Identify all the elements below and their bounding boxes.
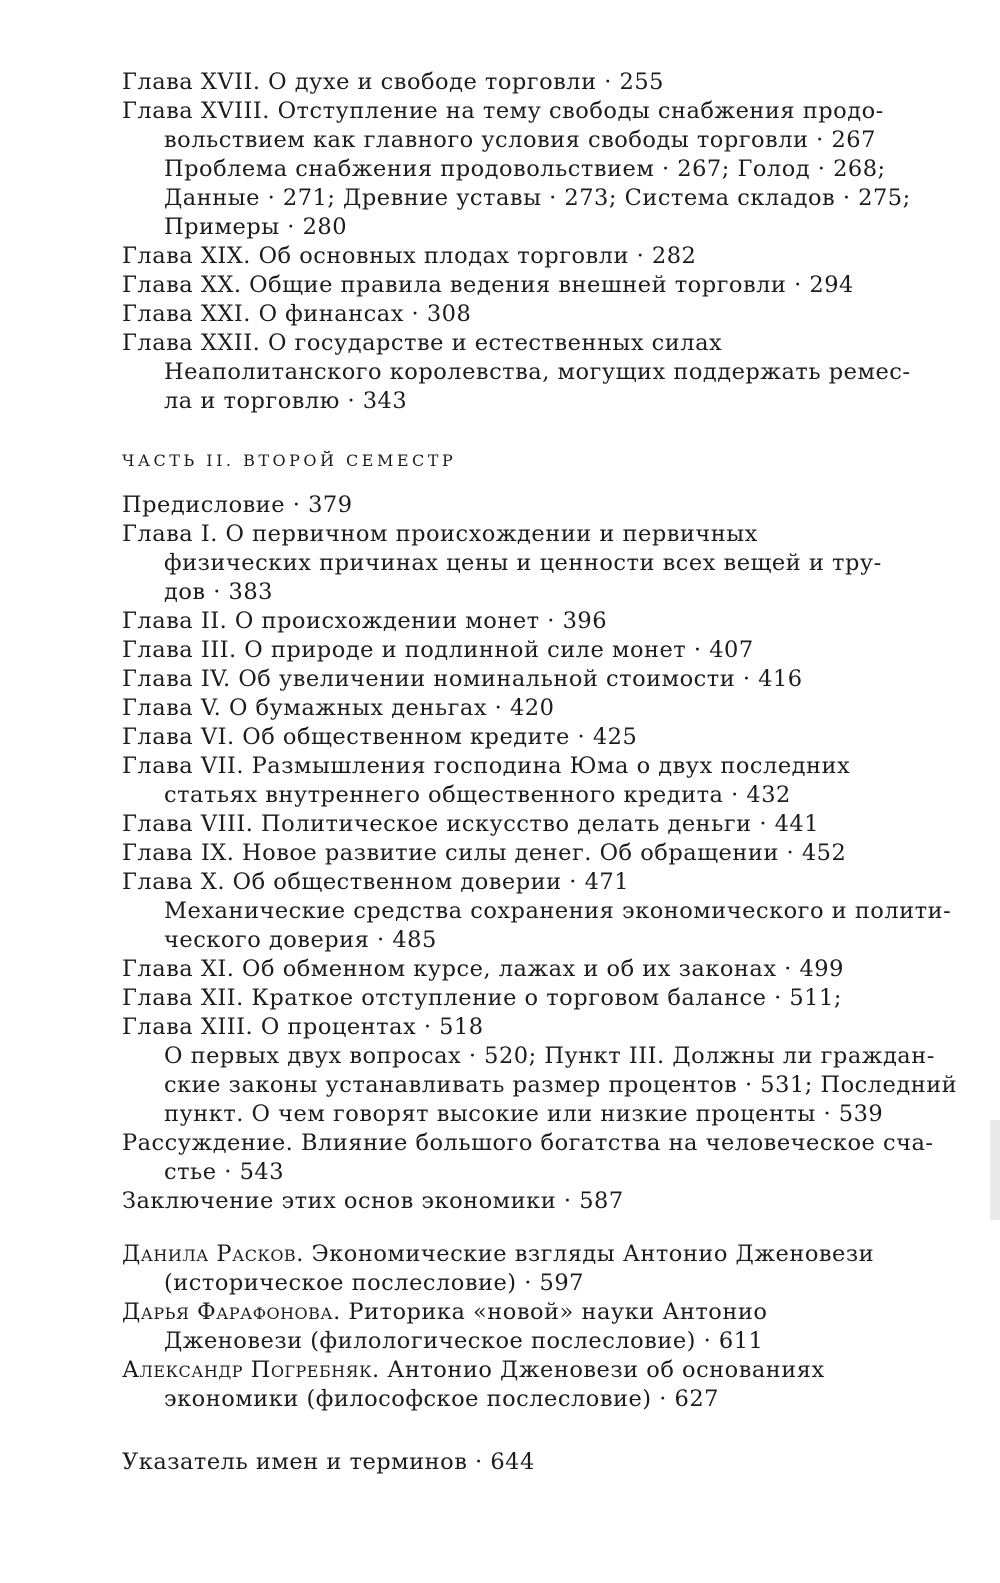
afterwords-list [122,1240,952,1414]
toc-entry[interactable] [122,1013,952,1042]
toc-line: Механические средства сохранения экономического и полити- [164,898,952,924]
toc-line: Глава XII. Краткое отступление о торговом балансе · 511; [122,985,842,1011]
toc-entry[interactable] [122,300,952,329]
afterword-title: . Экономические взгляды Антонио Дженовези [296,1241,875,1267]
afterword-title: . Антонио Дженовези об основаниях [372,1357,825,1383]
toc-line: дов · 383 [164,579,273,605]
table-of-contents [122,68,958,1477]
toc-line: экономики (философское послесловие) · 627 [164,1386,719,1412]
toc-entry-index[interactable] [122,1448,952,1477]
toc-entry[interactable] [122,97,952,155]
part2-heading: ЧАСТЬ II. ВТОРОЙ СЕМЕСТР [122,451,457,470]
toc-line: пункт. О чем говорят высокие или низкие проценты · 539 [164,1101,884,1127]
toc-line: Глава V. О бумажных деньгах · 420 [122,695,555,721]
toc-line: Глава XX. Общие правила ведения внешней торговли · 294 [122,272,854,298]
toc-subentries[interactable] [122,155,952,242]
toc-line [122,1298,952,1327]
toc-line: Глава XXI. О финансах · 308 [122,301,472,327]
part2-list [122,491,958,1216]
toc-entry[interactable] [122,955,952,984]
toc-subentries[interactable] [122,1042,958,1129]
toc-line: (историческое послесловие) · 597 [164,1270,584,1296]
toc-entry[interactable] [122,723,952,752]
toc-entry[interactable] [122,636,952,665]
toc-line [122,1240,952,1269]
toc-line: Примеры · 280 [164,214,348,240]
toc-entry[interactable] [122,271,952,300]
toc-line: Глава IV. Об увеличении номинальной стоимости · 416 [122,666,803,692]
toc-line [122,1356,952,1385]
toc-line: О первых двух вопросах · 520; Пункт III. Должны ли граждан- [164,1043,935,1069]
toc-entry[interactable] [122,665,952,694]
toc-line: Глава VI. Об общественном кредите · 425 [122,724,638,750]
afterword-author: Дарья Фарафонова [122,1299,334,1325]
toc-line: Глава IX. Новое развитие силы денег. Об обращении · 452 [122,840,847,866]
toc-line: Глава XXII. О государстве и естественных силах [122,330,723,356]
toc-entry[interactable] [122,68,952,97]
toc-entry[interactable] [122,984,952,1013]
toc-line: Глава XI. Об обменном курсе, лажах и об их законах · 499 [122,956,844,982]
toc-line: Неаполитанского королевства, могущих поддержать ремес- [164,359,911,385]
toc-entry[interactable] [122,752,952,810]
part1-list [122,68,952,416]
toc-line: Дженовези (филологическое послесловие) · 611 [164,1328,764,1354]
toc-line: Глава X. Об общественном доверии · 471 [122,869,630,895]
toc-entry[interactable] [122,520,952,607]
afterword-author: Данила Расков [122,1241,297,1267]
toc-line: ческого доверия · 485 [164,927,437,953]
page-edge-shadow [990,1120,1000,1220]
toc-line: вольствием как главного условия свободы торговли · 267 [164,127,876,153]
toc-line: Заключение этих основ экономики · 587 [122,1188,624,1214]
toc-line: Проблема снабжения продовольствием · 267; Голод · 268; [164,156,886,182]
toc-entry[interactable] [122,868,952,897]
toc-line: Глава XVIII. Отступление на тему свободы снабжения продо- [122,98,884,124]
toc-line: ские законы устанавливать размер процентов · 531; Последний [164,1072,958,1098]
toc-line: стье · 543 [164,1159,285,1185]
toc-line: Глава III. О природе и подлинной силе монет · 407 [122,637,754,663]
toc-entry-afterword[interactable] [122,1298,952,1356]
toc-entry-afterword[interactable] [122,1356,952,1414]
toc-entry[interactable] [122,810,952,839]
toc-line: Глава I. О первичном происхождении и первичных [122,521,758,547]
toc-line: Глава II. О происхождении монет · 396 [122,608,608,634]
toc-entry[interactable] [122,839,952,868]
toc-subentries[interactable] [122,897,952,955]
toc-line: Глава VII. Размышления господина Юма о двух последних [122,753,851,779]
toc-entry[interactable] [122,242,952,271]
toc-line: Глава VIII. Политическое искусство делать деньги · 441 [122,811,820,837]
toc-line: статьях внутреннего общественного кредита · 432 [164,782,791,808]
toc-entry-afterword[interactable] [122,1240,952,1298]
toc-line: Указатель имен и терминов · 644 [122,1449,535,1475]
afterword-title: . Риторика «новой» науки Антонио [333,1299,768,1325]
toc-line: физических причинах цены и ценности всех вещей и тру- [164,550,882,576]
toc-entry[interactable] [122,491,952,520]
afterword-author: Александр Погребняк [122,1357,372,1383]
toc-entry[interactable] [122,1129,952,1187]
toc-entry[interactable] [122,694,952,723]
toc-line: Глава XVII. О духе и свободе торговли · 255 [122,69,664,95]
toc-line: ла и торговлю · 343 [164,388,408,414]
toc-line: Рассуждение. Влияние большого богатства на человеческое сча- [122,1130,934,1156]
toc-entry[interactable] [122,1187,952,1216]
toc-entry[interactable] [122,329,952,416]
toc-line: Глава XIX. Об основных плодах торговли · 282 [122,243,697,269]
toc-line: Предисловие · 379 [122,492,353,518]
toc-line: Глава XIII. О процентах · 518 [122,1014,484,1040]
toc-entry[interactable] [122,607,952,636]
toc-line: Данные · 271; Древние уставы · 273; Система складов · 275; [164,185,911,211]
